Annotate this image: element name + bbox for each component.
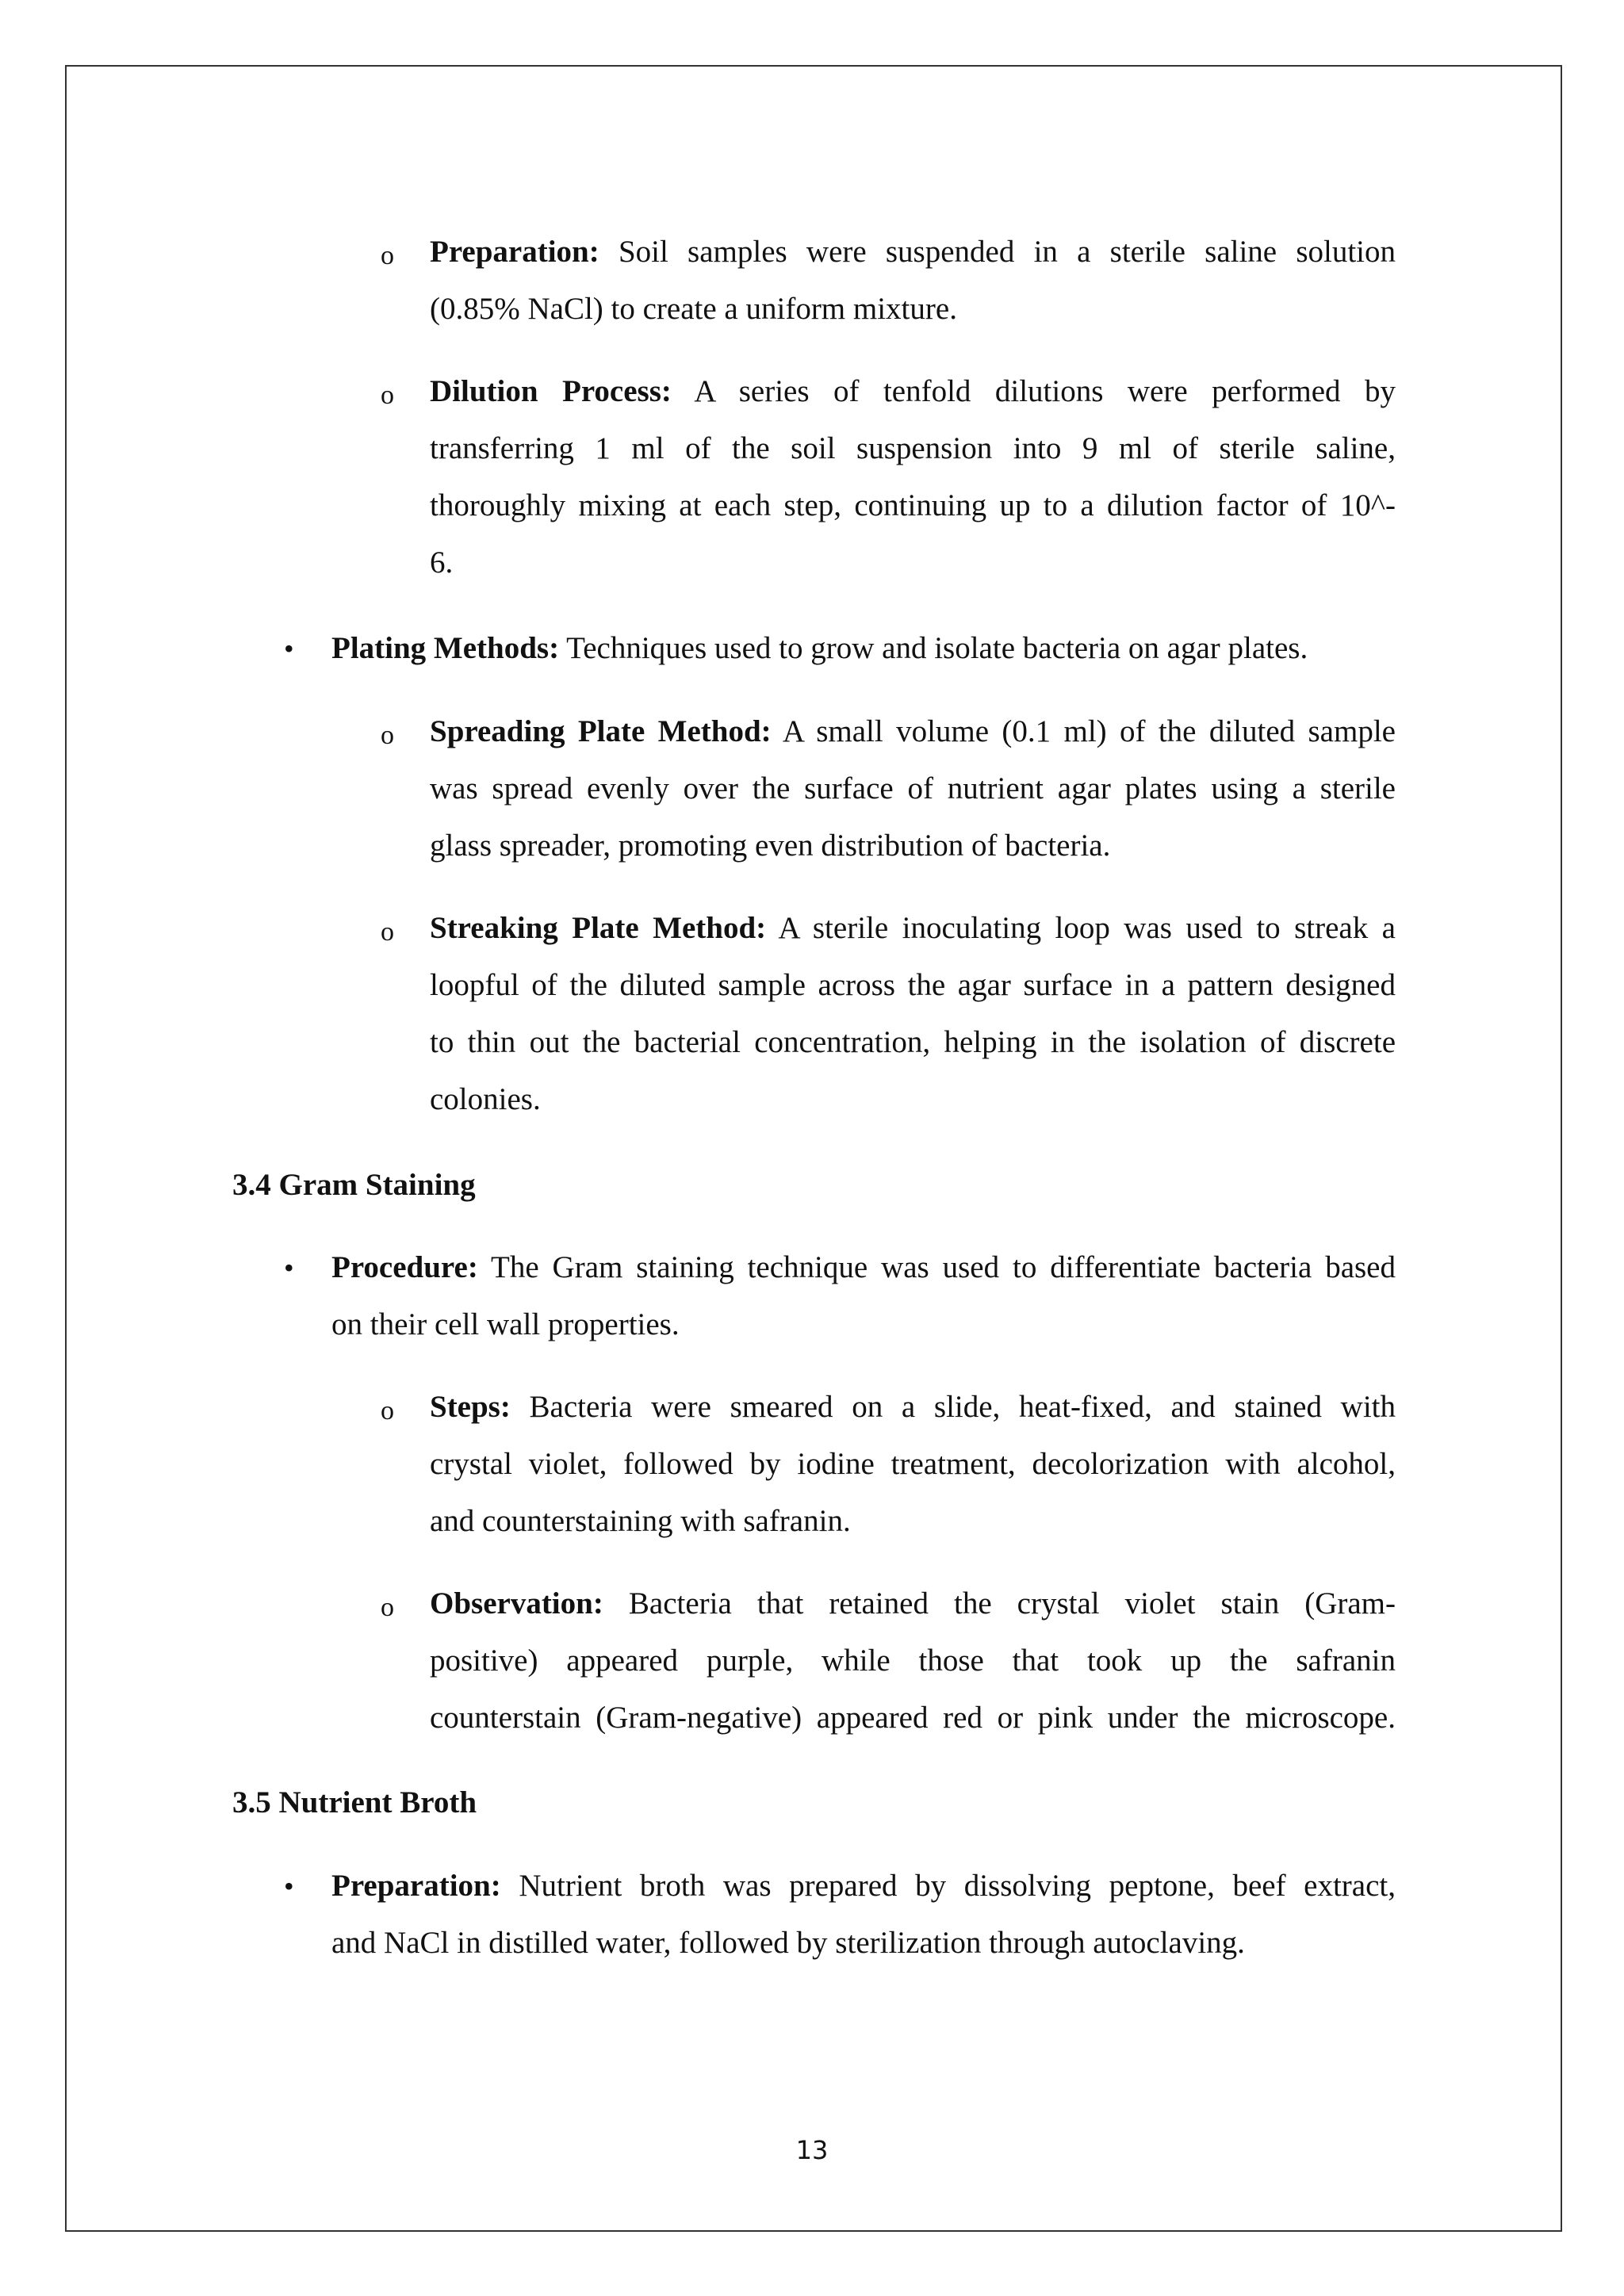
preparation-line-1: Preparation: Soil samples were suspended in a sterile saline solution — [430, 235, 1396, 269]
sub-bullet-marker: o — [381, 1396, 394, 1425]
observation-line-3: counterstain (Gram-negative) appeared red or pink under the microscope. — [430, 1701, 1396, 1735]
steps-label: Steps: — [430, 1390, 511, 1424]
sub-bullet-marker: o — [381, 241, 394, 270]
streaking-label: Streaking Plate Method: — [430, 911, 767, 945]
dilution-label: Dilution Process: — [430, 374, 672, 408]
spreading-line-2: was spread evenly over the surface of nutrient agar plates using a sterile — [430, 771, 1396, 806]
broth-preparation-line-1: Preparation: Nutrient broth was prepared by dissolving peptone, beef extract, — [331, 1869, 1396, 1903]
preparation-label: Preparation: — [430, 235, 599, 269]
bullet-marker: • — [284, 1870, 294, 1902]
sub-bullet-marker: o — [381, 917, 394, 947]
sub-bullet-marker: o — [381, 721, 394, 750]
procedure-label: Procedure: — [331, 1250, 478, 1284]
observation-line-2: positive) appeared purple, while those that took up the safranin — [430, 1644, 1396, 1678]
preparation-line-2: (0.85% NaCl) to create a uniform mixture. — [430, 292, 957, 326]
steps-line-3: and counterstaining with safranin. — [430, 1504, 851, 1538]
sub-bullet-marker: o — [381, 381, 394, 410]
spreading-line-3: glass spreader, promoting even distribution of bacteria. — [430, 828, 1111, 863]
observation-line-1: Observation: Bacteria that retained the crystal violet stain (Gram- — [430, 1586, 1396, 1621]
dilution-line-1: Dilution Process: A series of tenfold dilutions were performed by — [430, 374, 1396, 408]
dilution-line-4: 6. — [430, 545, 454, 580]
section-heading-3-4: 3.4 Gram Staining — [232, 1168, 476, 1202]
steps-line-1: Steps: Bacteria were smeared on a slide, heat-fixed, and stained with — [430, 1390, 1396, 1424]
steps-line-2: crystal violet, followed by iodine treatment, decolorization with alcohol, — [430, 1447, 1396, 1481]
broth-preparation-line-2: and NaCl in distilled water, followed by sterilization through autoclaving. — [331, 1926, 1245, 1960]
bullet-marker: • — [284, 1252, 294, 1284]
bullet-marker: • — [284, 633, 294, 664]
section-heading-3-5: 3.5 Nutrient Broth — [232, 1785, 477, 1820]
plating-methods-line: Plating Methods: Techniques used to grow and isolate bacteria on agar plates. — [331, 631, 1308, 665]
page-number: 13 — [795, 2135, 829, 2165]
dilution-line-2: transferring 1 ml of the soil suspension into 9 ml of sterile saline, — [430, 431, 1396, 465]
streaking-line-4: colonies. — [430, 1082, 541, 1116]
plating-methods-label: Plating Methods: — [331, 631, 560, 665]
streaking-line-1: Streaking Plate Method: A sterile inoculating loop was used to streak a — [430, 911, 1396, 945]
streaking-line-2: loopful of the diluted sample across the agar surface in a pattern designed — [430, 968, 1396, 1002]
procedure-line-2: on their cell wall properties. — [331, 1307, 680, 1341]
sub-bullet-marker: o — [381, 1593, 394, 1622]
dilution-line-3: thoroughly mixing at each step, continuing up to a dilution factor of 10^- — [430, 488, 1396, 522]
broth-preparation-label: Preparation: — [331, 1869, 501, 1903]
streaking-line-3: to thin out the bacterial concentration, helping in the isolation of discrete — [430, 1025, 1396, 1059]
observation-label: Observation: — [430, 1586, 603, 1621]
spreading-label: Spreading Plate Method: — [430, 714, 772, 748]
procedure-line-1: Procedure: The Gram staining technique was used to differentiate bacteria based — [331, 1250, 1396, 1284]
spreading-line-1: Spreading Plate Method: A small volume (0.1 ml) of the diluted sample — [430, 714, 1396, 748]
